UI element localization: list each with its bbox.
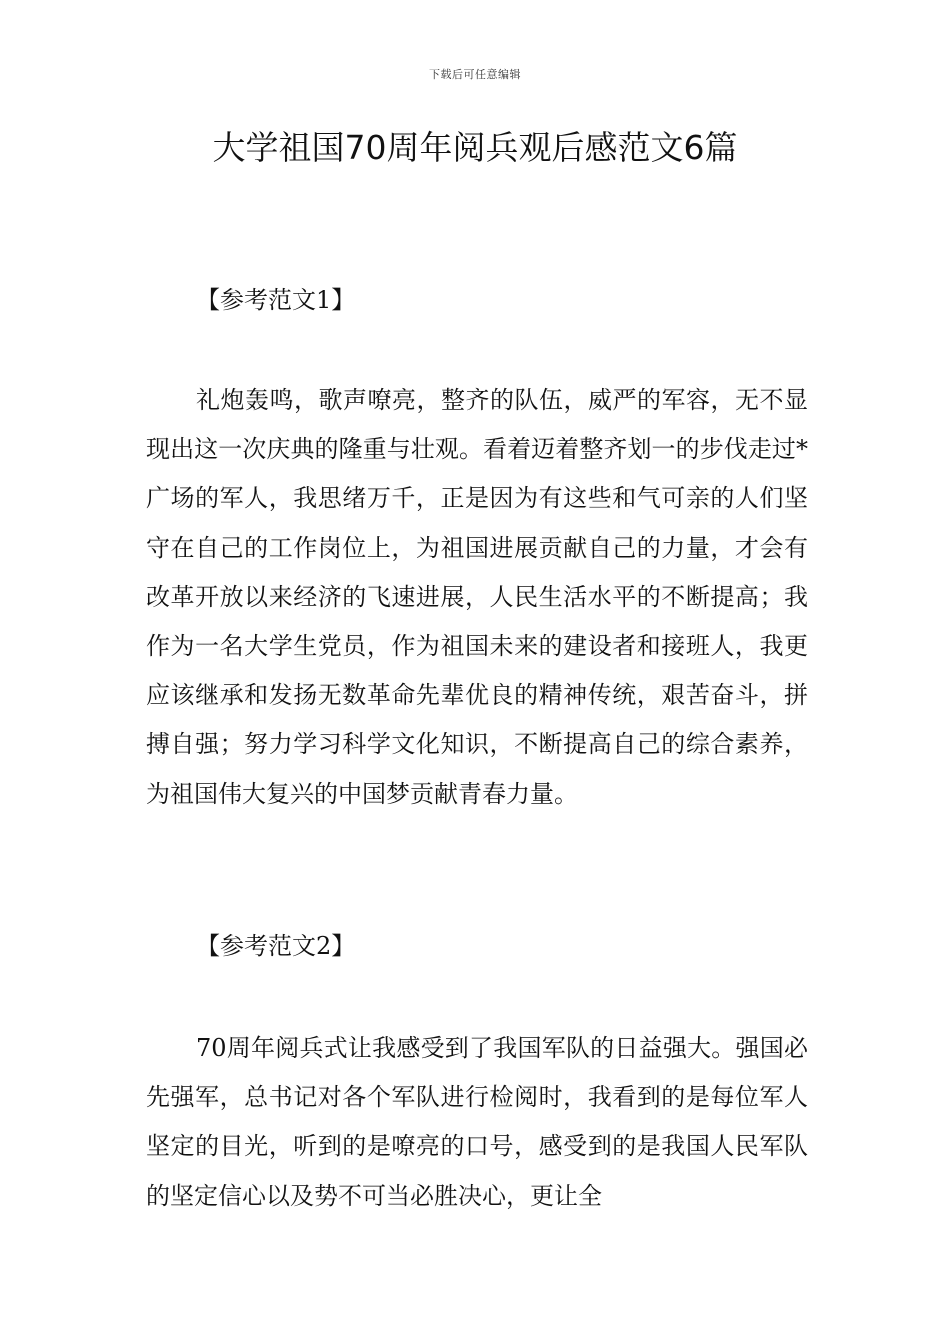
section-paragraph-1: 礼炮轰鸣，歌声嘹亮，整齐的队伍，威严的军容，无不显现出这一次庆典的隆重与壮观。看着迈着整齐划一的步伐走过*广场的军人，我思绪万千，正是因为有这些和气可亲的人们坚守在自己的工作岗位上，为祖国进展贡献自己的力量，才会有改革开放以来经济的飞速进展，人民生活水平的不断提高；我作为一名大学生党员，作为祖国未来的建设者和接班人，我更应该继承和发扬无数革命先辈优良的精神传统，艰苦奋斗，拼搏自强；努力学习科学文化知识，不断提高自己的综合素养，为祖国伟大复兴的中国梦贡献青春力量。 [146,386,808,808]
document-title: 大学祖国70周年阅兵观后感范文6篇 [212,128,738,167]
section-heading-1: 【参考范文1】 [196,286,356,314]
section-paragraph-2: 70周年阅兵式让我感受到了我国军队的日益强大。强国必先强军，总书记对各个军队进行检阅时，我看到的是每位军人坚定的目光，听到的是嘹亮的口号，感受到的是我国人民军队的坚定信心以及势不可当必胜决心，更让全 [146,1034,808,1210]
section-heading-2: 【参考范文2】 [196,932,356,960]
download-note: 下载后可任意编辑 [429,68,521,81]
